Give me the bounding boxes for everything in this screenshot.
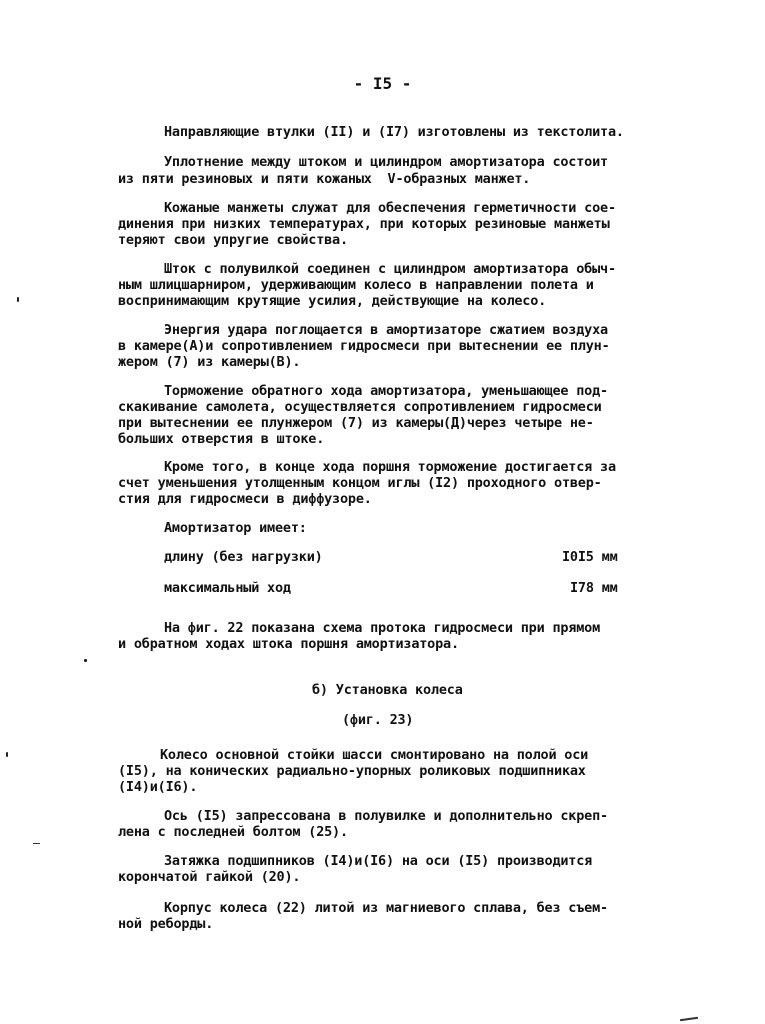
text-line: Корпус колеса (22) литой из магниевого сплава, без съем- [164,900,608,916]
text-line: ной реборды. [118,916,214,932]
text-line: жером (7) из камеры(В). [118,354,301,370]
scan-speck [33,843,40,844]
spec-label: длину (без нагрузки) [164,549,323,565]
text-line: теряют свои упругие свойства. [118,232,348,248]
text-line: Шток с полувилкой соединен с цилиндром амортизатора обыч- [164,261,616,277]
text-line: корончатой гайкой (20). [118,869,301,885]
scan-speck [680,1017,698,1021]
text-line: ным шлицшарниром, удерживающим колесо в направлении полета и [118,277,594,293]
text-line: воспринимающим крутящие усилия, действующие на колесо. [118,293,547,309]
spec-value: I78 мм [570,580,618,596]
text-line: динения при низких температурах, при которых резиновые манжеты [118,216,610,232]
spec-value: I0I5 мм [562,549,618,565]
page-number: - I5 - [353,74,412,93]
text-line: Колесо основной стойки шасси смонтировано на полой оси [160,747,589,763]
text-line: На фиг. 22 показана схема протока гидросмеси при прямом [164,620,601,636]
text-line: Торможение обратного хода амортизатора, уменьшающее под- [164,383,608,399]
scan-speck [84,659,87,662]
text-line: стия для гидросмеси в диффузоре. [118,491,372,507]
text-line: Направляющие втулки (II) и (I7) изготовлены из текстолита. [164,124,624,140]
text-line: и обратном ходах штока поршня амортизатора. [118,636,459,652]
text-line: при вытеснении ее плунжером (7) из камеры(Д)через четыре не- [118,415,594,431]
text-line: Кожаные манжеты служат для обеспечения герметичности сое- [164,200,616,216]
text-line: Энергия удара поглощается в амортизаторе сжатием воздуха [164,322,608,338]
text-line: в камере(А)и сопротивлением гидросмеси при вытеснении ее плун- [118,338,610,354]
spec-label: максимальный ход [164,580,291,596]
text-line: Амортизатор имеет: [164,520,307,536]
text-line: из пяти резиновых и пяти кожаных V-образных манжет. [118,171,531,187]
text-line: скакивание самолета, осуществляется сопротивлением гидросмеси [118,399,602,415]
text-line: Ось (I5) запрессована в полувилке и дополнительно скреп- [164,808,608,824]
text-line: Кроме того, в конце хода поршня торможение достигается за [164,459,616,475]
text-line: счет уменьшения утолщенным концом иглы (I2) проходного отвер- [118,475,602,491]
text-line: больших отверстия в штоке. [118,431,325,447]
text-line: Уплотнение между штоком и цилиндром амортизатора состоит [164,154,608,170]
text-line: (I4)и(I6). [118,779,198,795]
text-line: Затяжка подшипников (I4)и(I6) на оси (I5) производится [164,853,593,869]
section-figure-ref: (фиг. 23) [342,712,414,728]
text-line: лена с последней болтом (25). [118,824,348,840]
scan-speck [6,752,8,757]
scan-speck [17,297,19,302]
section-title: б) Установка колеса [312,682,463,698]
text-line: (I5), на конических радиально-упорных роликовых подшипниках [118,763,586,779]
